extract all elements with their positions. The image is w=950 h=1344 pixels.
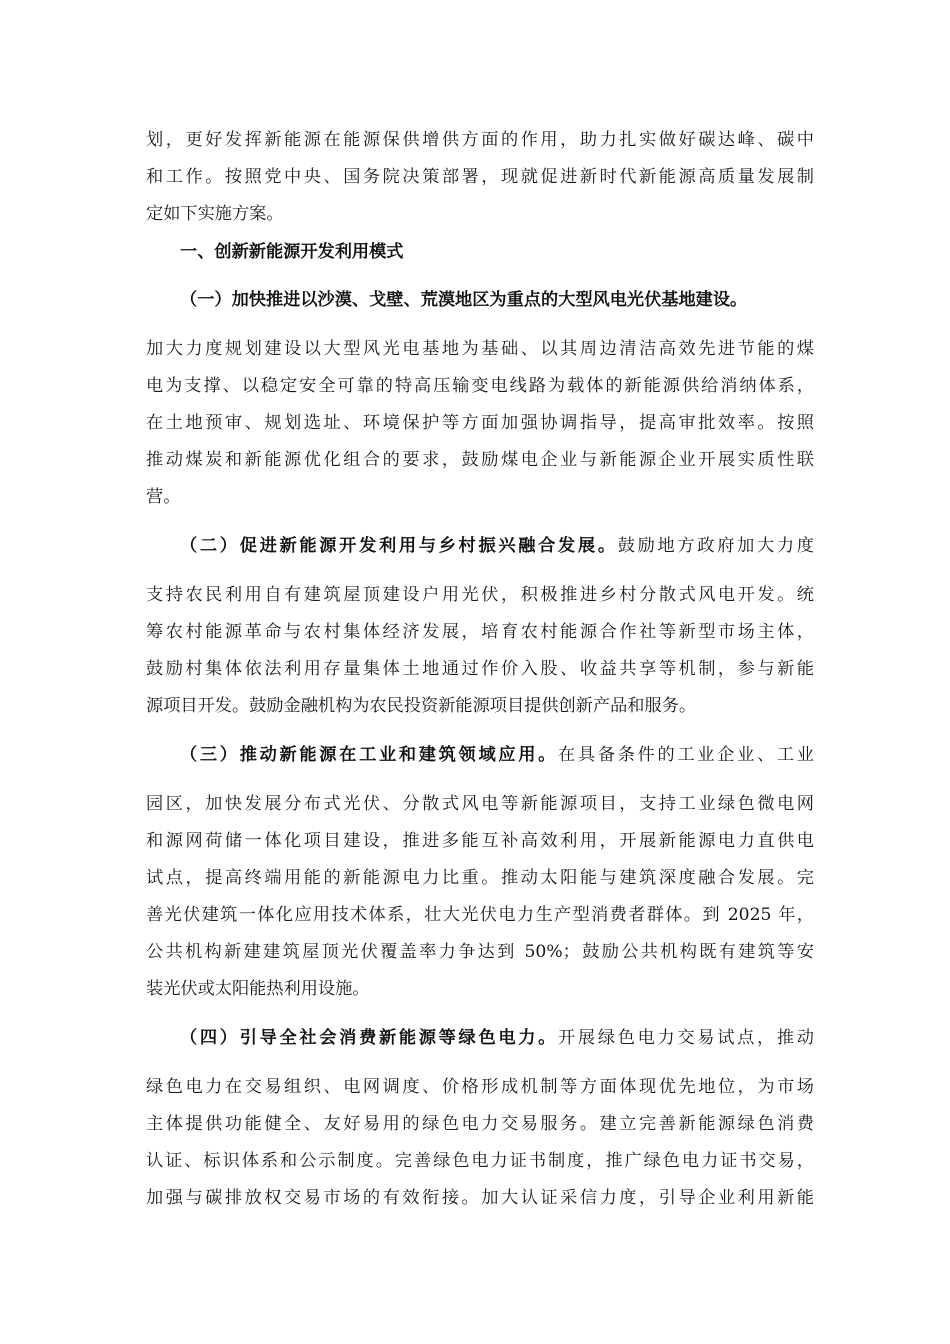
intro-line-1: 划，更好发挥新能源在能源保供增供方面的作用，助力扎实做好碳达峰、碳中	[146, 130, 814, 150]
item2-line-1: 支持农民利用自有建筑屋顶建设户用光伏，积极推进乡村分散式风电开发。统	[146, 585, 814, 605]
item4-line-2: 主体提供功能健全、友好易用的绿色电力交易服务。建立完善新能源绿色消费	[146, 1114, 814, 1134]
item1-line-2: 电为支撑、以稳定安全可靠的特高压输变电线路为载体的新能源供给消纳体系，	[146, 376, 814, 396]
item3-line-5: 公共机构新建建筑屋顶光伏覆盖率力争达到 50%；鼓励公共机构既有建筑等安	[146, 942, 814, 962]
item4-line-1: 绿色电力在交易组织、电网调度、价格形成机制等方面体现优先地位，为市场	[146, 1077, 814, 1097]
item1-line-5: 营。	[146, 487, 181, 507]
item2-line-3: 鼓励村集体依法利用存量集体土地通过作价入股、收益共享等机制，参与新能	[146, 659, 814, 679]
item-heading-2: （二）促进新能源开发利用与乡村振兴融合发展。	[180, 536, 618, 556]
item3-lead-line	[180, 743, 814, 767]
item3-line-1: 园区，加快发展分布式光伏、分散式风电等新能源项目，支持工业绿色微电网	[146, 794, 814, 814]
item-heading-1: （一）加快推进以沙漠、戈壁、荒漠地区为重点的大型风电光伏基地建设。	[180, 290, 748, 310]
item3-line-3: 试点，提高终端用能的新能源电力比重。推动太阳能与建筑深度融合发展。完	[146, 868, 814, 888]
item2-lead-line	[180, 534, 814, 558]
item3-line-6: 装光伏或太阳能热利用设施。	[146, 979, 370, 999]
intro-line-2: 和工作。按照党中央、国务院决策部署，现就促进新时代新能源高质量发展制	[146, 167, 814, 187]
item-heading-3: （三）推动新能源在工业和建筑领域应用。	[180, 745, 559, 765]
section-heading-1: 一、创新新能源开发利用模式	[180, 242, 404, 262]
item4-line-3: 认证、标识体系和公示制度。完善绿色电力证书制度，推广绿色电力证书交易，	[146, 1151, 814, 1171]
item-heading-4: （四）引导全社会消费新能源等绿色电力。	[180, 1028, 559, 1048]
item4-line-4: 加强与碳排放权交易市场的有效衔接。加大认证采信力度，引导企业利用新能	[146, 1188, 814, 1208]
intro-line-3: 定如下实施方案。	[146, 204, 284, 224]
item4-lead-text: 开展绿色电力交易试点，推动	[558, 1028, 814, 1048]
item2-line-2: 筹农村能源革命与农村集体经济发展，培育农村能源合作社等新型市场主体，	[146, 622, 814, 642]
item3-line-2: 和源网荷储一体化项目建设，推进多能互补高效利用，开展新能源电力直供电	[146, 831, 814, 851]
item1-line-4: 推动煤炭和新能源优化组合的要求，鼓励煤电企业与新能源企业开展实质性联	[146, 450, 814, 470]
item4-lead-line	[180, 1026, 814, 1050]
item3-lead-text: 在具备条件的工业企业、工业	[558, 745, 814, 765]
item2-line-4: 源项目开发。鼓励金融机构为农民投资新能源项目提供创新产品和服务。	[146, 696, 697, 716]
item3-line-4: 善光伏建筑一体化应用技术体系，壮大光伏电力生产型消费者群体。到 2025 年，	[146, 905, 814, 925]
item1-line-3: 在土地预审、规划选址、环境保护等方面加强协调指导，提高审批效率。按照	[146, 413, 814, 433]
item1-line-1: 加大力度规划建设以大型风光电基地为基础、以其周边清洁高效先进节能的煤	[146, 339, 814, 359]
item2-lead-text: 鼓励地方政府加大力度	[617, 536, 814, 556]
